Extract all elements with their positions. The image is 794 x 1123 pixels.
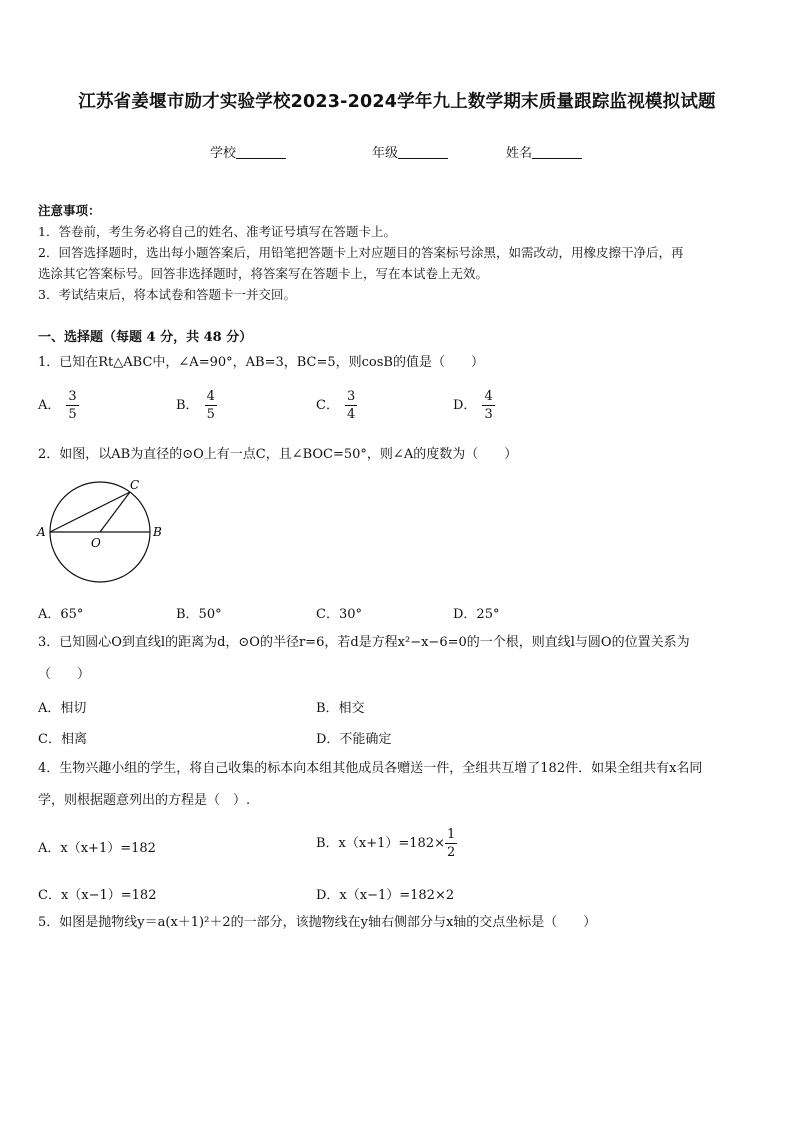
q2-option-c: C．30°	[316, 607, 362, 622]
notice-heading: 注意事项：	[38, 203, 101, 218]
question-5-text: 5．如图是抛物线y＝a(x＋1)²＋2的一部分，该抛物线在y轴右侧部分与x轴的交点坐标是（ ）	[38, 915, 597, 930]
radius-oc	[100, 492, 130, 532]
notice-item: 3．考试结束后，将本试卷和答题卡一并交回。	[38, 287, 296, 302]
question-4-text-cont: 学，则根据题意列出的方程是（ ）.	[38, 793, 251, 808]
circle-figure	[34, 476, 164, 588]
section-heading: 一、选择题（每题 4 分，共 48 分）	[38, 330, 253, 345]
school-blank	[236, 145, 286, 159]
label-b: B	[153, 525, 162, 539]
grade-field	[372, 142, 448, 161]
question-2-text: 2．如图，以AB为直径的⊙O上有一点C，且∠BOC=50°，则∠A的度数为（ ）	[38, 447, 518, 462]
fraction: $\frac{1}{2}$	[446, 827, 456, 860]
q4-option-a: A．x（x+1）=182	[38, 841, 156, 856]
question-4-text: 4．生物兴趣小组的学生，将自己收集的标本向本组其他成员各赠送一件，全组共互增了182件．如果全组共有x名同	[38, 761, 703, 776]
label-c: C	[130, 478, 140, 492]
q3-option-d: D．不能确定	[316, 732, 392, 747]
q2-option-b: B．50°	[176, 607, 222, 622]
q1-option-a: A． $\frac{3}{5}$	[38, 389, 77, 422]
question-3-paren: （ ）	[38, 667, 91, 682]
chord-ac	[50, 492, 130, 532]
q2-option-a: A．65°	[38, 607, 84, 622]
notice-item: 2．回答选择题时，选出每小题答案后，用铅笔把答题卡上对应题目的答案标号涂黑，如需改动，用橡皮擦干净后，再	[38, 245, 684, 260]
fraction: $\frac{3}{5}$	[68, 389, 77, 422]
q4-option-d: D．x（x−1）=182×2	[316, 888, 455, 903]
name-label: 姓名	[506, 146, 533, 161]
q3-option-b: B．相交	[316, 701, 365, 716]
fraction: $\frac{4}{5}$	[206, 389, 215, 422]
fraction: $\frac{4}{3}$	[484, 389, 493, 422]
question-1-text: 1．已知在Rt△ABC中，∠A=90°，AB=3，BC=5，则cosB的值是（ ）	[38, 355, 484, 370]
name-field	[506, 142, 582, 161]
notice-item: 1．答卷前，考生务必将自己的姓名、准考证号填写在答题卡上。	[38, 224, 396, 239]
school-field	[210, 142, 286, 161]
q1-option-b: B． $\frac{4}{5}$	[176, 389, 215, 422]
q3-option-c: C．相离	[38, 732, 87, 747]
fraction: $\frac{3}{4}$	[346, 389, 356, 422]
grade-blank	[398, 145, 448, 159]
label-a: A	[37, 525, 46, 539]
q3-option-a: A．相切	[38, 701, 87, 716]
page-title: 江苏省姜堰市励才实验学校2023-2024学年九上数学期末质量跟踪监视模拟试题	[78, 92, 716, 112]
q1-option-c: C． $\frac{3}{4}$	[316, 389, 356, 422]
notice-block	[38, 200, 758, 305]
q4-option-b: B．x（x+1）=182× $\frac{1}{2}$	[316, 827, 456, 860]
question-3-text: 3．已知圆心O到直线l的距离为d，⊙O的半径r=6，若d是方程x²−x−6=0的一个根，则直线l与圆O的位置关系为	[38, 635, 690, 650]
grade-label: 年级	[372, 146, 399, 161]
notice-item: 选涂其它答案标号。回答非选择题时，将答案写在答题卡上，写在本试卷上无效。	[38, 266, 489, 281]
q2-option-d: D．25°	[453, 607, 500, 622]
q4-option-c: C．x（x−1）=182	[38, 888, 157, 903]
q1-option-d: D． $\frac{4}{3}$	[453, 389, 493, 422]
name-blank	[532, 145, 582, 159]
label-o: O	[91, 536, 101, 550]
school-label: 学校	[210, 146, 237, 161]
